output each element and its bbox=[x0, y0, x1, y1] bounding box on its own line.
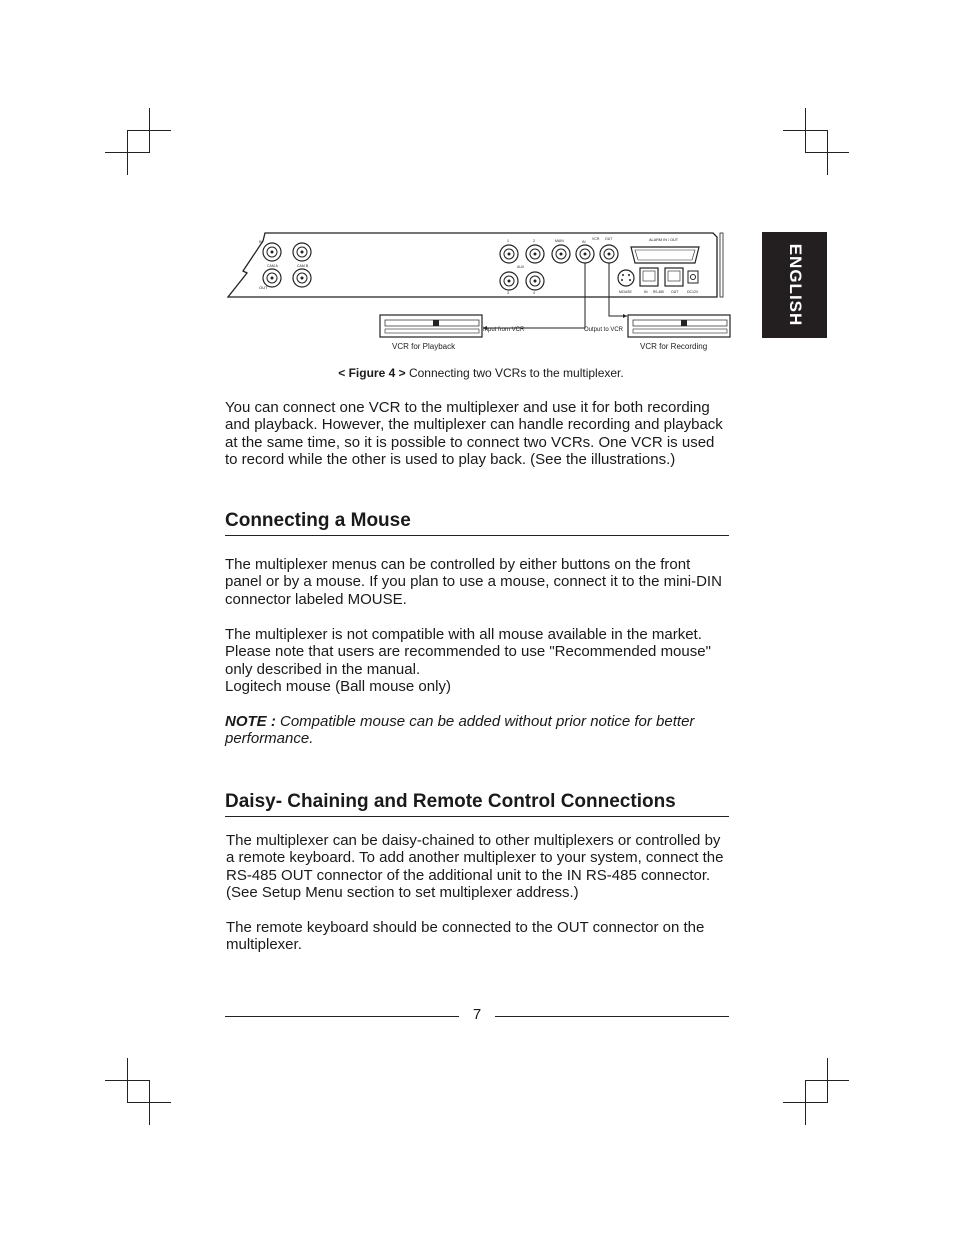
language-tab bbox=[762, 232, 827, 338]
crop-mark bbox=[105, 1080, 149, 1081]
vcr-recording-device bbox=[628, 315, 730, 337]
figure-caption bbox=[225, 366, 737, 380]
recommended-mouse-text: Logitech mouse (Ball mouse only) bbox=[225, 677, 451, 695]
note-label: NOTE : bbox=[225, 713, 276, 730]
crop-mark bbox=[805, 152, 849, 153]
figure-caption-prefix: < Figure 4 > bbox=[338, 366, 406, 380]
vcr-playback-label: VCR for Playback bbox=[392, 342, 456, 351]
label-4: 4 bbox=[533, 291, 535, 295]
label-in: IN bbox=[259, 239, 263, 244]
label-vcr-in: IN bbox=[582, 240, 586, 244]
label-rs485: RS-485 bbox=[653, 290, 664, 294]
label-2: 2 bbox=[533, 239, 535, 243]
mouse-paragraph-2-text: The multiplexer is not compatible with all mouse available in the market. Please note that users are recommended to use "Recommended mouse" only described in the manual. bbox=[225, 626, 711, 678]
label-out: OUT bbox=[259, 285, 268, 290]
vcr-playback-device bbox=[380, 315, 482, 337]
daisy-paragraph-1: The multiplexer can be daisy-chained to other multiplexers or controlled by a remote keyboard. To add another multiplexer to your system, connect the RS-485 OUT connector of the additional unit to the IN RS-485 connector. (See Setup Menu section to set multiplexer address.) bbox=[226, 832, 724, 901]
crop-mark bbox=[127, 1102, 171, 1103]
crop-mark bbox=[783, 1102, 827, 1103]
label-vcr-out: OUT bbox=[605, 237, 613, 241]
mouse-paragraph-2 bbox=[225, 626, 730, 695]
output-to-vcr-label: Output to VCR bbox=[584, 327, 624, 333]
crop-mark bbox=[783, 130, 827, 131]
label-3: 3 bbox=[507, 291, 509, 295]
input-from-vcr-label: Input from VCR bbox=[483, 327, 525, 333]
mouse-paragraph-1: The multiplexer menus can be controlled by either buttons on the front panel or by a mouse. If you plan to use a mouse, connect it to the mini-DIN connector labeled MOUSE. bbox=[225, 556, 722, 608]
crop-mark bbox=[105, 152, 149, 153]
label-main: MAIN bbox=[555, 239, 564, 243]
figure-caption-text: Connecting two VCRs to the multiplexer. bbox=[408, 366, 624, 380]
page-number: 7 bbox=[472, 1006, 482, 1023]
note-text: Compatible mouse can be added without prior notice for better performance. bbox=[225, 713, 695, 748]
label-cam-a: CAM A bbox=[267, 264, 278, 268]
vcr-recording-label: VCR for Recording bbox=[640, 342, 708, 351]
label-1: 1 bbox=[507, 239, 509, 243]
label-alarm: ALARM IN / OUT bbox=[649, 238, 679, 242]
label-dc: DC12V bbox=[687, 290, 699, 294]
crop-mark bbox=[127, 130, 171, 131]
label-aux: AUX bbox=[517, 265, 525, 269]
label-rs-out: OUT bbox=[671, 290, 679, 294]
vcr-connection-figure bbox=[225, 225, 735, 355]
note-paragraph bbox=[225, 713, 730, 748]
footer-rule-right bbox=[495, 1016, 729, 1017]
intro-paragraph: You can connect one VCR to the multiplexer and use it for both recording and playback. However, the multiplexer can handle recording and playback at the same time, so it is possible to connect two VCRs. One VCR is used to record while the other is used to play back. (See the illustrations.) bbox=[225, 399, 723, 468]
label-vcr: VCR bbox=[592, 237, 600, 241]
language-tab-label: ENGLISH bbox=[785, 243, 805, 327]
label-cam-b: CAM B bbox=[297, 264, 309, 268]
label-rs-in: IN bbox=[644, 290, 648, 294]
footer-rule-left bbox=[225, 1016, 459, 1017]
crop-mark bbox=[805, 1080, 849, 1081]
section-heading-mouse: Connecting a Mouse bbox=[225, 510, 729, 536]
label-mouse: MOUSE bbox=[619, 290, 632, 294]
daisy-paragraph-2: The remote keyboard should be connected to the OUT connector on the multiplexer. bbox=[226, 919, 705, 954]
section-heading-daisy-chain: Daisy- Chaining and Remote Control Connections bbox=[225, 791, 729, 817]
